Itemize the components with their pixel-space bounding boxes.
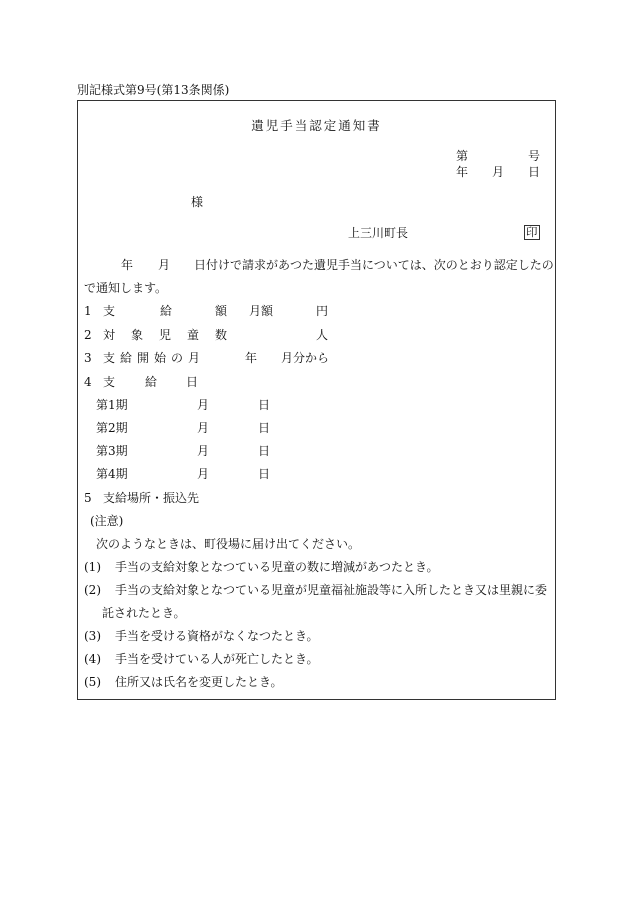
item-2-number: 2 bbox=[84, 328, 92, 342]
note-5-text: 住所又は氏名を変更したとき。 bbox=[115, 675, 283, 689]
note-3-number: (3) bbox=[84, 629, 101, 643]
note-2-text: 手当の支給対象となつている児童が児童福祉施設等に入所したとき又は里親に委 bbox=[115, 583, 548, 597]
item-4-label-char1: 支 bbox=[103, 375, 116, 389]
item-5-number: 5 bbox=[84, 491, 92, 505]
note-2-text-continued: 託されたとき。 bbox=[102, 606, 186, 620]
addressee-honorific: 様 bbox=[191, 195, 204, 209]
item-1-label-char3: 額 bbox=[215, 304, 228, 318]
item-2-label-char1: 対 bbox=[103, 328, 116, 342]
issuer-name: 上三川町長 bbox=[348, 226, 409, 240]
item-4-label-char2: 給 bbox=[145, 375, 158, 389]
date-day: 日 bbox=[528, 165, 541, 179]
period-2-month: 月 bbox=[197, 421, 210, 435]
note-1-number: (1) bbox=[84, 560, 101, 574]
period-4-name: 第4期 bbox=[96, 467, 128, 481]
note-5-number: (5) bbox=[84, 675, 101, 689]
period-1-name: 第1期 bbox=[96, 398, 128, 412]
note-4-number: (4) bbox=[84, 652, 101, 666]
period-1-month: 月 bbox=[197, 398, 210, 412]
period-4-month: 月 bbox=[197, 467, 210, 481]
notes-intro: 次のようなときは、町役場に届け出てください。 bbox=[96, 537, 361, 551]
item-1-unit: 円 bbox=[316, 304, 329, 318]
body-year: 年 bbox=[121, 258, 134, 272]
document-title: 遺児手当認定通知書 bbox=[251, 118, 382, 133]
item-3-year: 年 bbox=[245, 351, 258, 365]
note-3-text: 手当を受ける資格がなくなつたとき。 bbox=[115, 629, 319, 643]
item-2-label-char4: 童 bbox=[187, 328, 200, 342]
notes-heading: (注意) bbox=[90, 514, 124, 528]
period-3-month: 月 bbox=[197, 444, 210, 458]
note-1-text: 手当の支給対象となつている児童の数に増減があつたとき。 bbox=[115, 560, 439, 574]
item-2-label-char2: 象 bbox=[131, 328, 144, 342]
item-2-unit: 人 bbox=[316, 328, 329, 342]
period-3-name: 第3期 bbox=[96, 444, 128, 458]
body-text-line2: で通知します。 bbox=[84, 281, 168, 295]
item-3-label: 支給開始の月 bbox=[103, 351, 206, 365]
seal-label: 印 bbox=[526, 225, 538, 239]
item-2-label-char5: 数 bbox=[215, 328, 228, 342]
seal-mark bbox=[524, 225, 540, 240]
date-year: 年 bbox=[456, 165, 469, 179]
number-suffix: 号 bbox=[528, 149, 541, 163]
body-text-line1: 日付けで請求があつた遺児手当については、次のとおり認定したの bbox=[194, 258, 554, 272]
period-2-name: 第2期 bbox=[96, 421, 128, 435]
period-2-day: 日 bbox=[258, 421, 271, 435]
form-number-label: 別記様式第9号(第13条関係) bbox=[77, 83, 230, 97]
period-1-day: 日 bbox=[258, 398, 271, 412]
body-month: 月 bbox=[158, 258, 171, 272]
note-2-number: (2) bbox=[84, 583, 101, 597]
item-5-label: 支給場所・振込先 bbox=[103, 491, 200, 505]
item-1-label-char1: 支 bbox=[103, 304, 116, 318]
item-4-label-char3: 日 bbox=[186, 375, 199, 389]
number-prefix: 第 bbox=[456, 149, 469, 163]
note-4-text: 手当を受けている人が死亡したとき。 bbox=[115, 652, 319, 666]
item-4-number: 4 bbox=[84, 375, 92, 389]
item-1-label-char2: 給 bbox=[160, 304, 173, 318]
item-3-month: 月分から bbox=[281, 351, 330, 365]
date-month: 月 bbox=[492, 165, 505, 179]
item-3-number: 3 bbox=[84, 351, 92, 365]
notification-form bbox=[77, 100, 556, 700]
period-4-day: 日 bbox=[258, 467, 271, 481]
period-3-day: 日 bbox=[258, 444, 271, 458]
item-1-number: 1 bbox=[84, 304, 92, 318]
item-2-label-char3: 児 bbox=[159, 328, 172, 342]
item-1-monthly-label: 月額 bbox=[249, 304, 274, 318]
